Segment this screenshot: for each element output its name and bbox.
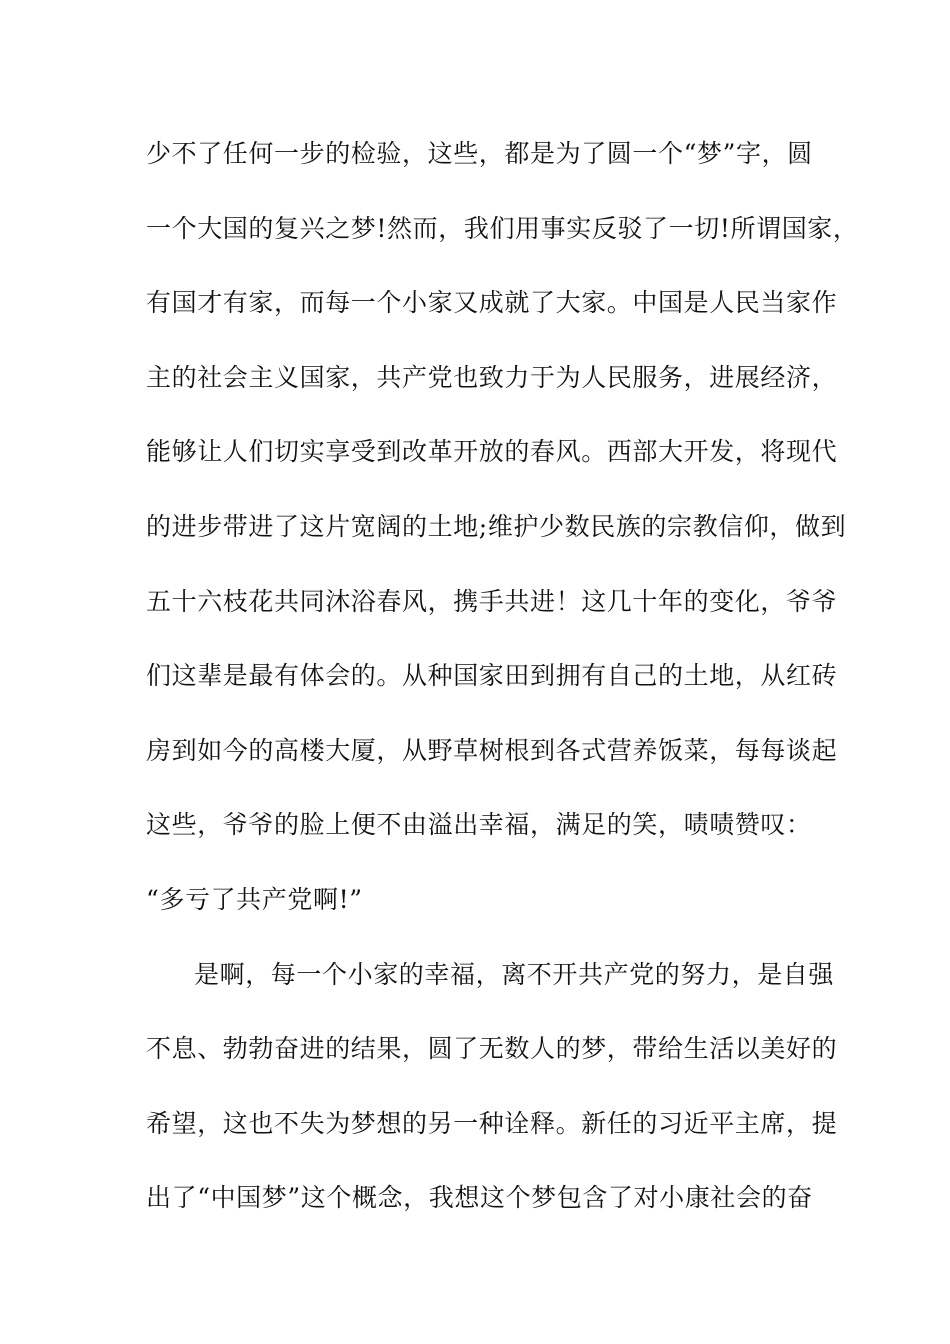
text-line: 五十六枝花共同沐浴春风，携手共进！这几十年的变化，爷爷 (146, 586, 838, 616)
text-line: 少不了任何一步的检验，这些，都是为了圆一个“梦”字，圆 (146, 139, 813, 168)
paragraph-first-line: 是啊，每一个小家的幸福，离不开共产党的努力，是自强 (194, 959, 835, 989)
text-line: 们这辈是最有体会的。从种国家田到拥有自己的土地，从红砖 (146, 661, 838, 691)
text-line: 的进步带进了这片宽阔的土地;维护少数民族的宗教信仰，做到 (146, 511, 847, 541)
text-line: 能够让人们切实享受到改革开放的春风。西部大开发，将现代 (146, 437, 838, 467)
text-line: 不息、勃勃奋进的结果，圆了无数人的梦，带给生活以美好的 (146, 1034, 838, 1064)
text-line: 一个大国的复兴之梦!然而，我们用事实反驳了一切!所谓国家， (146, 213, 859, 243)
text-line: 这些，爷爷的脸上便不由溢出幸福，满足的笑，啧啧赞叹： (146, 810, 812, 840)
text-line: “多亏了共产党啊!” (146, 884, 363, 914)
text-line: 有国才有家，而每一个小家又成就了大家。中国是人民当家作 (146, 288, 838, 318)
text-line: 房到如今的高楼大厦，从野草树根到各式营养饭菜，每每谈起 (146, 735, 838, 765)
text-line: 出了“中国梦”这个概念，我想这个梦包含了对小康社会的奋 (146, 1183, 813, 1213)
text-line: 希望，这也不失为梦想的另一种诠释。新任的习近平主席，提 (146, 1108, 838, 1138)
text-line: 主的社会主义国家，共产党也致力于为人民服务，进展经济， (146, 362, 838, 392)
document-body (146, 128, 859, 1247)
